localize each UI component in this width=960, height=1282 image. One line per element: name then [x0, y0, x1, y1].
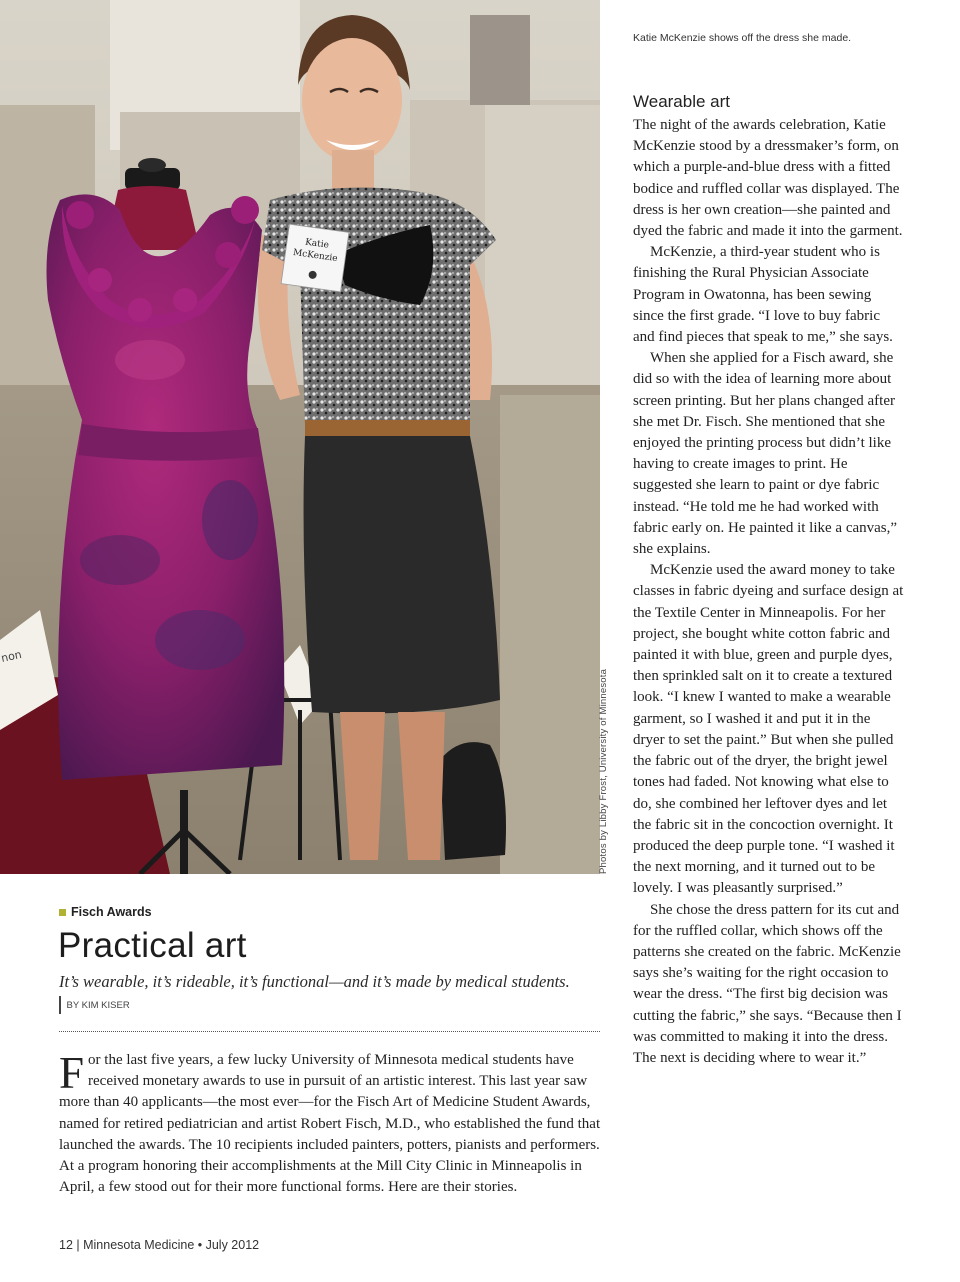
body-paragraph: She chose the dress pattern for its cut and for the ruffled collar, which shows off the patterns she created on the fabric. McKenzie says she’s waiting for the right occasion to wear the dress. “The first big decision was cutting the fabric,” she says. “Because then I was committed to making it into the dress. The next is deciding where to wear it.” [633, 901, 902, 1066]
body-paragraph: The night of the awards celebration, Katie McKenzie stood by a dressmaker’s form, on which a purple-and-blue dress with a fitted bodice and ruffled collar was displayed. The dress is her own creation—she painted and dyed the fabric and made it into the garment. [633, 117, 903, 240]
article-deck: It’s wearable, it’s rideable, it’s functional—and it’s made by medical students. [59, 972, 570, 991]
photo-illustration [0, 0, 600, 874]
byline-bar [59, 996, 61, 1014]
intro-text: or the last five years, a few lucky University of Minnesota medical students have received monetary awards to use in pursuit of an artistic interest. This last year saw more than 40 applicants—the most ever—for the Fisch Art of Medicine Student Awards, named for retired pediatrician and artist Robert Fisch, M.D., who established the fund that launched the awards. The 10 recipients included painters, potters, pianists and performers. At a program honoring their accomplishments at the Mill City Clinic in Minneapolis in April, a few stood out for their more functional forms. Here are their stories. [59, 1052, 601, 1196]
photo-credit: Photos by Libby Frost, University of Minnesota [598, 668, 609, 874]
tent-card-text: non [0, 647, 23, 665]
right-column-body [633, 115, 905, 1069]
byline [59, 996, 130, 1014]
kicker-label: Fisch Awards [71, 905, 152, 919]
article-title: Practical art [58, 926, 247, 965]
section-kicker [59, 905, 152, 919]
byline-text: BY KIM KISER [66, 999, 130, 1011]
intro-paragraph [59, 1050, 601, 1198]
body-paragraph: McKenzie used the award money to take classes in fabric dyeing and surface design at the Textile Center in Minneapolis. For her project, she bought white cotton fabric and painted it with blue, green and purple dyes, then sprinkled salt on it to create a textured look. “I knew I wanted to make a wearable garment, so I washed it and put it in the dryer to set the paint.” But when she pulled the fabric out of the dryer, the bright jewel tones had faded. Not knowing what else to do, she combined her leftover dyes and let the fabric sit in the concoction overnight. It produced the deep purple tone. “I washed it the next morning, and it turned out to be lovely. I was pleasantly surprised.” [633, 562, 904, 897]
body-paragraph: When she applied for a Fisch award, she did so with the idea of learning more about screen printing. But her plans changed after she met Dr. Fisch. She mentioned that she enjoyed the printing process but didn’t like having to create images to print. He suggested she learn to paint or dye fabric instead. “He told me he had worked with fabric early on. He painted it like a canvas,” she explains. [633, 350, 898, 558]
page-footer: 12 | Minnesota Medicine • July 2012 [59, 1238, 260, 1252]
body-paragraph: McKenzie, a third-year student who is finishing the Rural Physician Associate Program in Owatonna, has been sewing since the first grade. “I love to buy fabric and find pieces that speak to me,” she says. [633, 244, 893, 346]
kicker-square-icon [59, 909, 66, 916]
drop-cap: F [59, 1048, 85, 1098]
feature-photo [0, 0, 600, 874]
section-heading: Wearable art [633, 92, 731, 111]
dotted-divider [59, 1031, 600, 1032]
name-tag-last: McKenzie [292, 247, 339, 265]
name-tag-first: Katie [304, 237, 330, 251]
photo-caption: Katie McKenzie shows off the dress she made. [633, 32, 852, 44]
